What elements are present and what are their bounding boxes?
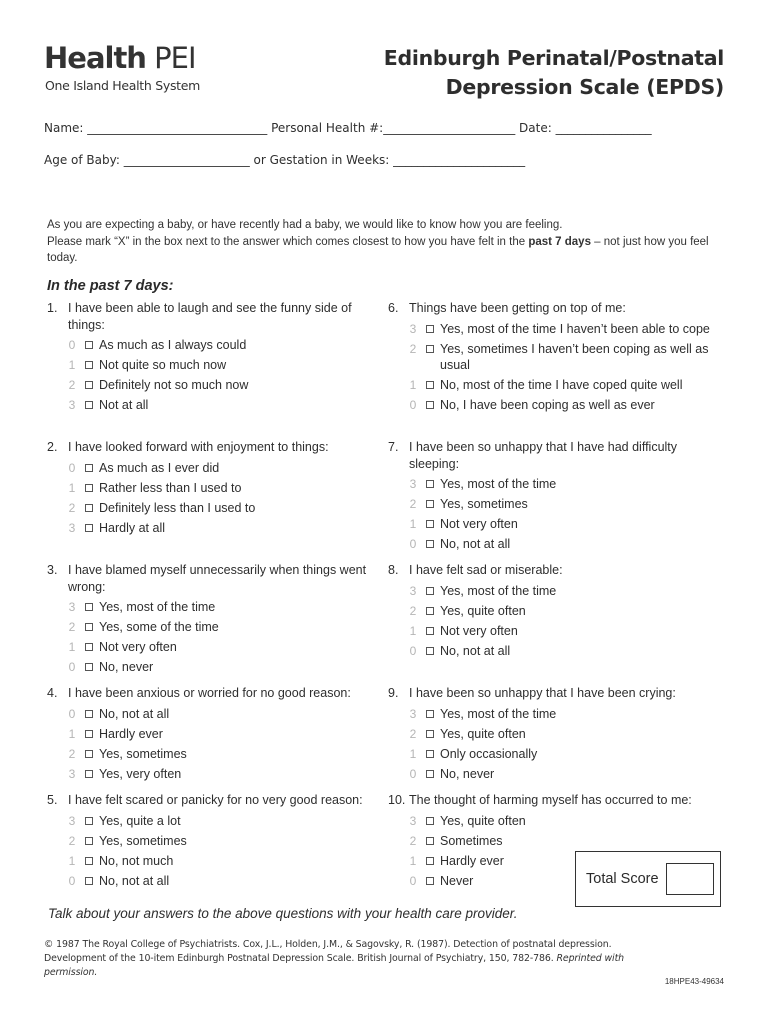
score-value: 0 [409, 766, 417, 781]
question-text [47, 562, 372, 595]
answer-option[interactable] [409, 766, 710, 782]
credit-text: © 1987 The Royal College of Psychiatrists. Cox, J.L., Holden, J.M., & Sagovsky, R. (1987). Detection of postnatal depression. Development of the 10-item Edinburgh Postnatal Depression Scale. British Journal of Psychiatry, 150, 782-786. [44, 939, 612, 964]
checkbox[interactable] [426, 540, 434, 548]
score-value: 0 [68, 873, 76, 888]
question-2 [47, 439, 372, 536]
title-line-1: Edinburgh Perinatal/Postnatal [383, 46, 724, 70]
answer-option[interactable] [68, 599, 372, 615]
score-value: 1 [409, 853, 417, 868]
score-value: 3 [68, 813, 76, 828]
answer-text: Yes, quite often [440, 726, 526, 741]
score-value: 3 [409, 813, 417, 828]
checkbox[interactable] [85, 857, 93, 865]
score-value: 3 [68, 600, 76, 614]
answer-text: Yes, very often [99, 766, 182, 781]
answer-text: Yes, sometimes [99, 746, 187, 761]
checkbox[interactable] [426, 607, 434, 615]
score-value: 2 [409, 833, 417, 848]
name-phn-date-fields[interactable]: Name: ______________________________ Personal Health #:______________________ Date: ________________ [44, 121, 652, 135]
answer-option[interactable] [68, 813, 383, 829]
score-value: 0 [409, 873, 417, 888]
score-value: 3 [68, 766, 76, 781]
checkbox[interactable] [85, 710, 93, 718]
question-6 [388, 300, 710, 413]
answer-text: As much as I always could [99, 338, 247, 352]
answer-option[interactable] [409, 643, 710, 659]
answer-text: Yes, most of the time [99, 600, 216, 614]
score-value: 1 [409, 623, 417, 638]
score-value: 0 [68, 460, 76, 475]
logo-pei: PEI [145, 41, 196, 75]
answer-text: Hardly at all [99, 520, 165, 535]
checkbox[interactable] [85, 817, 93, 825]
answer-option[interactable] [409, 496, 710, 512]
question-number: 5. [47, 793, 58, 807]
checkbox[interactable] [426, 750, 434, 758]
question-text [47, 685, 372, 702]
answer-option[interactable] [409, 603, 710, 619]
answer-option[interactable] [409, 321, 710, 337]
question-number: 4. [47, 686, 58, 700]
question-number: 9. [388, 686, 399, 700]
question-text [388, 439, 710, 472]
checkbox[interactable] [426, 837, 434, 845]
answer-text: Yes, sometimes I haven’t been coping as well as usual [440, 341, 709, 372]
question-number: 6. [388, 301, 399, 315]
checkbox[interactable] [85, 837, 93, 845]
checkbox[interactable] [426, 627, 434, 635]
answer-option[interactable] [409, 833, 710, 849]
answer-option[interactable] [68, 619, 372, 635]
question-9 [388, 685, 710, 782]
answer-option[interactable] [68, 659, 372, 675]
checkbox[interactable] [85, 770, 93, 778]
answer-option[interactable] [409, 397, 710, 413]
question-8 [388, 562, 710, 659]
checkbox[interactable] [426, 500, 434, 508]
answer-text: Yes, quite often [440, 813, 526, 828]
score-value: 0 [409, 397, 417, 412]
checkbox[interactable] [85, 524, 93, 532]
answer-option[interactable] [409, 746, 710, 762]
question-text [388, 300, 710, 317]
answer-option[interactable] [409, 706, 710, 722]
answer-option[interactable] [68, 397, 372, 413]
question-text [47, 300, 372, 333]
answer-text: Yes, quite a lot [99, 813, 181, 828]
answer-text: Not very often [99, 640, 177, 654]
answer-text: Not quite so much now [99, 358, 227, 372]
instructions [47, 217, 727, 267]
answer-option[interactable] [68, 853, 383, 869]
answer-text: Sometimes [440, 833, 503, 848]
checkbox[interactable] [426, 325, 434, 333]
checkbox[interactable] [426, 647, 434, 655]
answer-option[interactable] [409, 377, 710, 393]
score-value: 1 [409, 746, 417, 761]
answer-option[interactable] [409, 536, 710, 552]
answer-text: Yes, some of the time [99, 620, 219, 634]
answer-text: Only occasionally [440, 746, 538, 761]
question-text [388, 685, 710, 702]
question-label: I have been anxious or worried for no good reason: [68, 686, 351, 700]
question-number: 1. [47, 301, 58, 315]
score-value: 0 [409, 643, 417, 658]
score-value: 3 [409, 477, 417, 491]
answer-option[interactable] [68, 480, 372, 496]
question-5 [47, 792, 383, 889]
past-7-days-emphasis: past 7 days [528, 235, 591, 248]
answer-option[interactable] [409, 813, 710, 829]
answer-text: Yes, most of the time I haven’t been able to cope [440, 321, 710, 336]
logo-health: Health [44, 41, 146, 75]
score-value: 3 [409, 321, 417, 336]
answer-option[interactable] [68, 639, 372, 655]
answer-text: No, I have been coping as well as ever [440, 397, 655, 412]
question-label: I have been able to laugh and see the funny side of things: [68, 301, 352, 332]
score-value: 1 [68, 853, 76, 868]
answer-text: No, not much [99, 853, 174, 868]
answer-option[interactable] [68, 357, 372, 373]
score-value: 2 [68, 500, 76, 515]
score-value: 2 [68, 378, 76, 392]
answer-text: Definitely less than I used to [99, 500, 256, 515]
score-value: 0 [68, 338, 76, 352]
score-value: 3 [409, 706, 417, 721]
score-value: 3 [68, 520, 76, 535]
checkbox[interactable] [426, 857, 434, 865]
total-score-field[interactable] [666, 863, 714, 895]
score-value: 0 [68, 660, 76, 674]
score-value: 1 [68, 358, 76, 372]
instructions-line-1: As you are expecting a baby, or have recently had a baby, we would like to know how you are feeling. [47, 219, 563, 231]
answer-text: As much as I ever did [99, 460, 220, 475]
question-text [47, 439, 372, 456]
checkbox[interactable] [85, 750, 93, 758]
question-text [388, 792, 710, 809]
answer-option[interactable] [409, 623, 710, 639]
checkbox[interactable] [426, 587, 434, 595]
answer-text: No, not at all [440, 643, 511, 658]
score-value: 2 [409, 603, 417, 618]
checkbox[interactable] [426, 710, 434, 718]
question-number: 8. [388, 563, 399, 577]
form-number: 18HPE43-49634 [664, 977, 724, 986]
checkbox[interactable] [426, 401, 434, 409]
checkbox[interactable] [85, 730, 93, 738]
checkbox[interactable] [85, 484, 93, 492]
question-7 [388, 439, 710, 552]
checkbox[interactable] [426, 480, 434, 488]
question-number: 10. [388, 793, 406, 807]
question-4 [47, 685, 372, 782]
answer-text: Never [440, 873, 474, 888]
answer-option[interactable] [68, 833, 383, 849]
answer-option[interactable] [68, 706, 372, 722]
score-value: 2 [409, 497, 417, 511]
answer-text: No, not at all [440, 537, 511, 551]
total-score-label: Total Score [586, 871, 659, 887]
talk-to-provider-note: Talk about your answers to the above questions with your health care provider. [48, 906, 518, 921]
question-label: I have blamed myself unnecessarily when things went wrong: [68, 563, 367, 594]
answer-text: No, never [99, 660, 154, 674]
question-text [47, 792, 383, 809]
checkbox[interactable] [85, 623, 93, 631]
score-value: 0 [68, 706, 76, 721]
answer-text: Yes, quite often [440, 603, 526, 618]
score-value: 3 [68, 398, 76, 412]
checkbox[interactable] [85, 381, 93, 389]
question-label: I have felt sad or miserable: [409, 563, 563, 577]
reprinted-note: Reprinted with permission. [44, 953, 624, 978]
score-value: 2 [68, 746, 76, 761]
question-label: I have felt scared or panicky for no very good reason: [68, 793, 363, 807]
answer-option[interactable] [68, 500, 372, 516]
score-value: 1 [409, 517, 417, 531]
checkbox[interactable] [85, 603, 93, 611]
checkbox[interactable] [85, 504, 93, 512]
question-label: I have looked forward with enjoyment to things: [68, 440, 329, 454]
answer-option[interactable] [68, 520, 372, 536]
score-value: 2 [409, 726, 417, 741]
answer-option[interactable] [68, 460, 372, 476]
answer-text: Definitely not so much now [99, 378, 249, 392]
question-text [388, 562, 710, 579]
answer-option[interactable] [68, 746, 372, 762]
checkbox[interactable] [426, 520, 434, 528]
checkbox[interactable] [426, 817, 434, 825]
answer-option[interactable] [68, 726, 372, 742]
score-value: 1 [68, 726, 76, 741]
score-value: 2 [409, 341, 417, 356]
answer-text: No, never [440, 766, 495, 781]
answer-text: Not at all [99, 398, 149, 412]
answer-text: Hardly ever [440, 853, 504, 868]
answer-text: Not very often [440, 517, 518, 531]
question-number: 7. [388, 440, 399, 454]
answer-text: No, not at all [99, 873, 170, 888]
question-label: Things have been getting on top of me: [409, 301, 626, 315]
score-value: 2 [68, 620, 76, 634]
answer-text: Yes, most of the time [440, 706, 557, 721]
question-number: 2. [47, 440, 58, 454]
baby-age-gestation-fields[interactable]: Age of Baby: _____________________ or Gestation in Weeks: ______________________ [44, 153, 526, 167]
logo-wordmark [44, 41, 196, 75]
instructions-line-2: Please mark “X” in the box next to the answer which comes closest to how you have felt in the past 7 days – not just how you feel today. [47, 235, 709, 264]
score-value: 0 [409, 537, 417, 551]
checkbox[interactable] [85, 643, 93, 651]
total-score-box [575, 851, 721, 907]
checkbox[interactable] [426, 877, 434, 885]
checkbox[interactable] [426, 381, 434, 389]
question-3 [47, 562, 372, 675]
answer-option[interactable] [68, 377, 372, 393]
answer-text: Yes, sometimes [440, 497, 528, 511]
question-label: The thought of harming myself has occurred to me: [409, 793, 692, 807]
answer-option[interactable] [409, 341, 710, 373]
checkbox[interactable] [426, 730, 434, 738]
question-label: I have been so unhappy that I have had difficulty sleeping: [409, 440, 678, 471]
answer-option[interactable] [68, 766, 372, 782]
answer-text: No, not at all [99, 706, 170, 721]
score-value: 2 [68, 833, 76, 848]
title-line-2: Depression Scale (EPDS) [445, 75, 724, 99]
logo-tagline: One Island Health System [45, 78, 201, 93]
answer-text: No, most of the time I have coped quite well [440, 377, 683, 392]
score-value: 1 [68, 640, 76, 654]
answer-text: Yes, sometimes [99, 833, 187, 848]
score-value: 3 [409, 583, 417, 598]
answer-text: Yes, most of the time [440, 583, 557, 598]
checkbox[interactable] [85, 663, 93, 671]
question-label: I have been so unhappy that I have been crying: [409, 686, 676, 700]
checkbox[interactable] [85, 877, 93, 885]
checkbox[interactable] [426, 770, 434, 778]
answer-text: Hardly ever [99, 726, 163, 741]
answer-option[interactable] [409, 583, 710, 599]
answer-option[interactable] [409, 476, 710, 492]
answer-text: Rather less than I used to [99, 480, 242, 495]
answer-text: Not very often [440, 623, 518, 638]
checkbox[interactable] [85, 401, 93, 409]
score-value: 1 [68, 480, 76, 495]
question-number: 3. [47, 563, 58, 577]
copyright-credit [44, 938, 634, 980]
answer-text: Yes, most of the time [440, 477, 557, 491]
answer-option[interactable] [68, 337, 372, 353]
checkbox[interactable] [85, 341, 93, 349]
question-1 [47, 300, 372, 413]
document-title [364, 44, 724, 102]
answer-option[interactable] [409, 516, 710, 532]
checkbox[interactable] [426, 345, 434, 353]
answer-option[interactable] [409, 726, 710, 742]
section-heading: In the past 7 days: [47, 278, 174, 294]
score-value: 1 [409, 377, 417, 392]
answer-option[interactable] [68, 873, 383, 889]
checkbox[interactable] [85, 464, 93, 472]
checkbox[interactable] [85, 361, 93, 369]
